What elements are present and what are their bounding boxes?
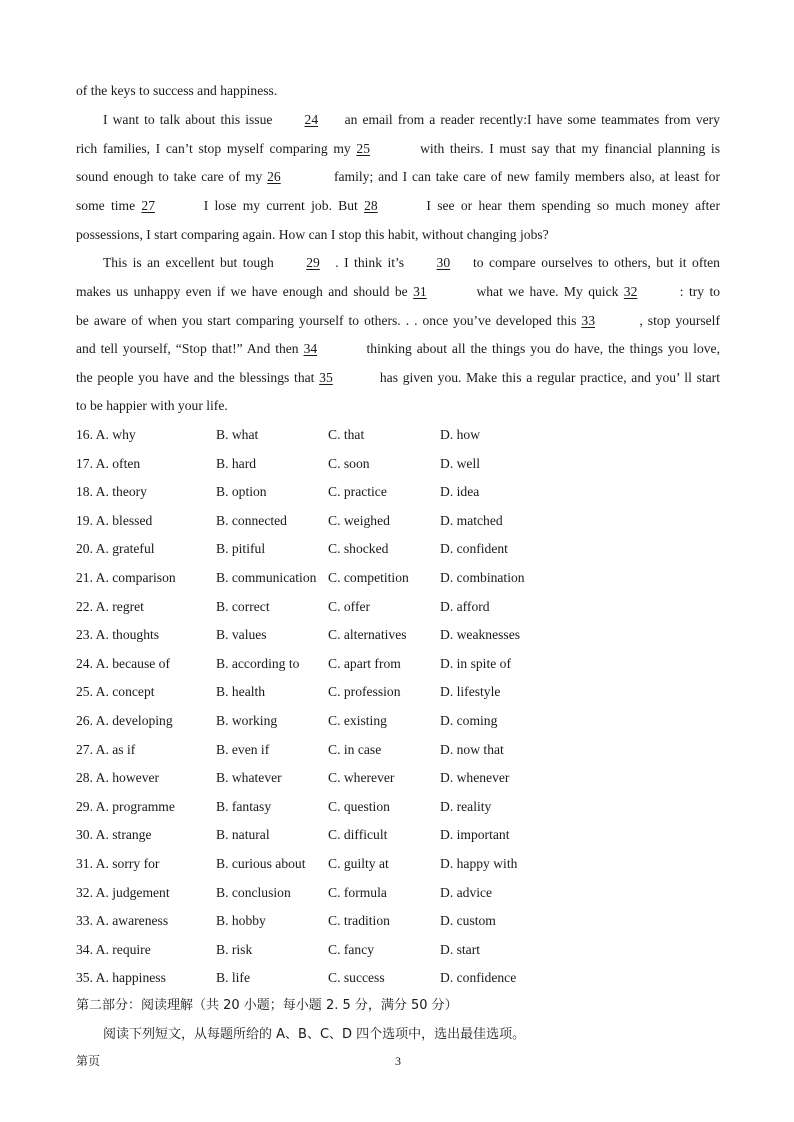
option-d: D. in spite of — [440, 656, 511, 671]
option-d: D. confidence — [440, 970, 517, 985]
passage-text: sound enough to take care of my — [76, 169, 268, 184]
question-row — [0, 769, 794, 787]
passage-text: possessions, I start comparing again. How can I stop this habit, without changing jobs? — [76, 227, 549, 242]
question-row — [0, 512, 794, 530]
option-a: 16. A. why — [76, 427, 136, 442]
option-b: B. life — [216, 970, 250, 985]
option-b: B. connected — [216, 513, 287, 528]
passage-text: be aware of when you start comparing yourself to others. . . once you’ve developed this — [76, 313, 582, 328]
passage-line — [76, 197, 720, 215]
passage-text: , stop yourself — [639, 313, 720, 328]
option-d: D. lifestyle — [440, 684, 501, 699]
option-b: B. natural — [216, 827, 270, 842]
footer-label: 第页 — [76, 1054, 101, 1068]
question-row — [0, 569, 794, 587]
option-d: D. whenever — [440, 770, 510, 785]
option-c: C. profession — [328, 684, 401, 699]
option-c: C. shocked — [328, 541, 389, 556]
question-row — [0, 598, 794, 616]
question-row — [0, 712, 794, 730]
passage-line — [76, 369, 720, 387]
option-c: C. competition — [328, 570, 409, 585]
option-a: 20. A. grateful — [76, 541, 155, 556]
option-b: B. pitiful — [216, 541, 266, 556]
option-c: C. wherever — [328, 770, 395, 785]
question-row — [0, 941, 794, 959]
question-row — [0, 626, 794, 644]
option-d: D. matched — [440, 513, 503, 528]
blank-28: 28 — [364, 198, 378, 213]
blank-24: 24 — [304, 112, 319, 127]
option-c: C. existing — [328, 713, 387, 728]
option-c: C. soon — [328, 456, 370, 471]
option-c: C. offer — [328, 599, 371, 614]
blank-31: 31 — [413, 284, 427, 299]
option-d: D. now that — [440, 742, 504, 757]
option-a: 35. A. happiness — [76, 970, 166, 985]
question-row — [0, 741, 794, 759]
option-b: B. hard — [216, 456, 257, 471]
option-b: B. correct — [216, 599, 270, 614]
passage-line — [76, 340, 720, 358]
passage-text: to compare ourselves to others, but it often — [467, 255, 720, 270]
question-row — [0, 826, 794, 844]
passage-line — [76, 254, 720, 272]
passage-text: . I think it’s — [335, 255, 410, 270]
option-c: C. success — [328, 970, 385, 985]
passage-text: to be happier with your life. — [76, 398, 228, 413]
option-a: 25. A. concept — [76, 684, 155, 699]
passage-line — [76, 283, 720, 301]
option-a: 18. A. theory — [76, 484, 147, 499]
option-a: 27. A. as if — [76, 742, 136, 757]
option-b: B. even if — [216, 742, 270, 757]
option-a: 26. A. developing — [76, 713, 173, 728]
option-d: D. coming — [440, 713, 498, 728]
passage-text: I want to talk about this issue — [103, 112, 278, 127]
option-c: C. fancy — [328, 942, 375, 957]
section-instruction: 阅读下列短文，从每题所给的 A、B、C、D 四个选项中，选出最佳选项。 — [103, 1027, 526, 1042]
passage-line — [76, 226, 549, 244]
passage-line — [76, 397, 228, 415]
option-c: C. difficult — [328, 827, 388, 842]
blank-29: 29 — [306, 255, 320, 270]
option-d: D. combination — [440, 570, 525, 585]
option-b: B. health — [216, 684, 266, 699]
passage-text: makes us unhappy even if we have enough and should be — [76, 284, 414, 299]
option-a: 17. A. often — [76, 456, 141, 471]
option-b: B. fantasy — [216, 799, 272, 814]
option-d: D. happy with — [440, 856, 518, 871]
question-row — [0, 655, 794, 673]
question-row — [0, 969, 794, 987]
passage-text: thinking about all the things you do have, the things you love, — [361, 341, 720, 356]
question-row — [0, 483, 794, 501]
blank-30: 30 — [436, 255, 451, 270]
option-b: B. risk — [216, 942, 253, 957]
option-a: 21. A. comparison — [76, 570, 176, 585]
option-b: B. values — [216, 627, 267, 642]
passage-text: and tell yourself, “Stop that!” And then — [76, 341, 304, 356]
passage-text: has given you. Make this a regular practice, and you’ ll start — [375, 370, 720, 385]
passage-line — [76, 111, 720, 129]
passage-text: an email from a reader recently:I have some teammates from very — [339, 112, 720, 127]
option-c: C. question — [328, 799, 390, 814]
option-a: 33. A. awareness — [76, 913, 169, 928]
passage-text: : try to — [679, 284, 721, 299]
option-a: 31. A. sorry for — [76, 856, 160, 871]
question-row — [0, 884, 794, 902]
option-c: C. in case — [328, 742, 382, 757]
option-a: 28. A. however — [76, 770, 160, 785]
option-a: 22. A. regret — [76, 599, 144, 614]
option-b: B. what — [216, 427, 259, 442]
passage-text: some time — [76, 198, 142, 213]
option-b: B. curious about — [216, 856, 306, 871]
option-c: C. guilty at — [328, 856, 389, 871]
option-d: D. custom — [440, 913, 496, 928]
option-d: D. confident — [440, 541, 508, 556]
option-c: C. apart from — [328, 656, 401, 671]
option-d: D. how — [440, 427, 481, 442]
passage-line — [76, 168, 720, 186]
option-d: D. advice — [440, 885, 493, 900]
blank-27: 27 — [141, 198, 156, 213]
option-c: C. alternatives — [328, 627, 407, 642]
option-d: D. idea — [440, 484, 480, 499]
blank-33: 33 — [581, 313, 595, 328]
option-d: D. important — [440, 827, 510, 842]
passage-line — [76, 82, 277, 100]
passage-text: I lose my current job. But — [197, 198, 365, 213]
option-c: C. formula — [328, 885, 387, 900]
question-row — [0, 798, 794, 816]
question-row — [0, 683, 794, 701]
option-a: 19. A. blessed — [76, 513, 153, 528]
option-b: B. according to — [216, 656, 300, 671]
option-d: D. start — [440, 942, 481, 957]
passage-text: with theirs. I must say that my financial planning is — [414, 141, 721, 156]
blank-34: 34 — [303, 341, 318, 356]
passage-text: rich families, I can’t stop myself comparing my — [76, 141, 357, 156]
passage-text: family; and I can take care of new family members also, at least for — [329, 169, 720, 184]
question-row — [0, 426, 794, 444]
option-b: B. conclusion — [216, 885, 291, 900]
option-d: D. weaknesses — [440, 627, 521, 642]
section-heading: 第二部分：阅读理解（共 20 小题；每小题 2. 5 分，满分 50 分） — [76, 998, 458, 1013]
option-a: 34. A. require — [76, 942, 151, 957]
option-a: 23. A. thoughts — [76, 627, 160, 642]
question-row — [0, 455, 794, 473]
blank-32: 32 — [623, 284, 638, 299]
option-a: 24. A. because of — [76, 656, 170, 671]
option-b: B. whatever — [216, 770, 282, 785]
option-c: C. tradition — [328, 913, 390, 928]
passage-line — [76, 312, 720, 330]
question-row — [0, 540, 794, 558]
passage-text: of the keys to success and happiness. — [76, 83, 278, 98]
option-a: 32. A. judgement — [76, 885, 170, 900]
option-c: C. weighed — [328, 513, 390, 528]
option-a: 29. A. programme — [76, 799, 175, 814]
page-number: 3 — [395, 1054, 401, 1068]
passage-text: I see or hear them spending so much money after — [420, 198, 720, 213]
option-c: C. that — [328, 427, 365, 442]
passage-line — [76, 140, 720, 158]
question-row — [0, 912, 794, 930]
passage-text: This is an excellent but tough — [103, 255, 280, 270]
option-b: B. hobby — [216, 913, 266, 928]
passage-text: what we have. My quick — [471, 284, 624, 299]
option-d: D. afford — [440, 599, 490, 614]
option-b: B. working — [216, 713, 278, 728]
question-row — [0, 855, 794, 873]
option-a: 30. A. strange — [76, 827, 152, 842]
option-d: D. reality — [440, 799, 492, 814]
option-d: D. well — [440, 456, 481, 471]
blank-25: 25 — [356, 141, 370, 156]
blank-26: 26 — [267, 169, 281, 184]
option-c: C. practice — [328, 484, 387, 499]
blank-35: 35 — [319, 370, 333, 385]
option-b: B. option — [216, 484, 267, 499]
option-b: B. communication — [216, 570, 317, 585]
passage-text: the people you have and the blessings that — [76, 370, 320, 385]
